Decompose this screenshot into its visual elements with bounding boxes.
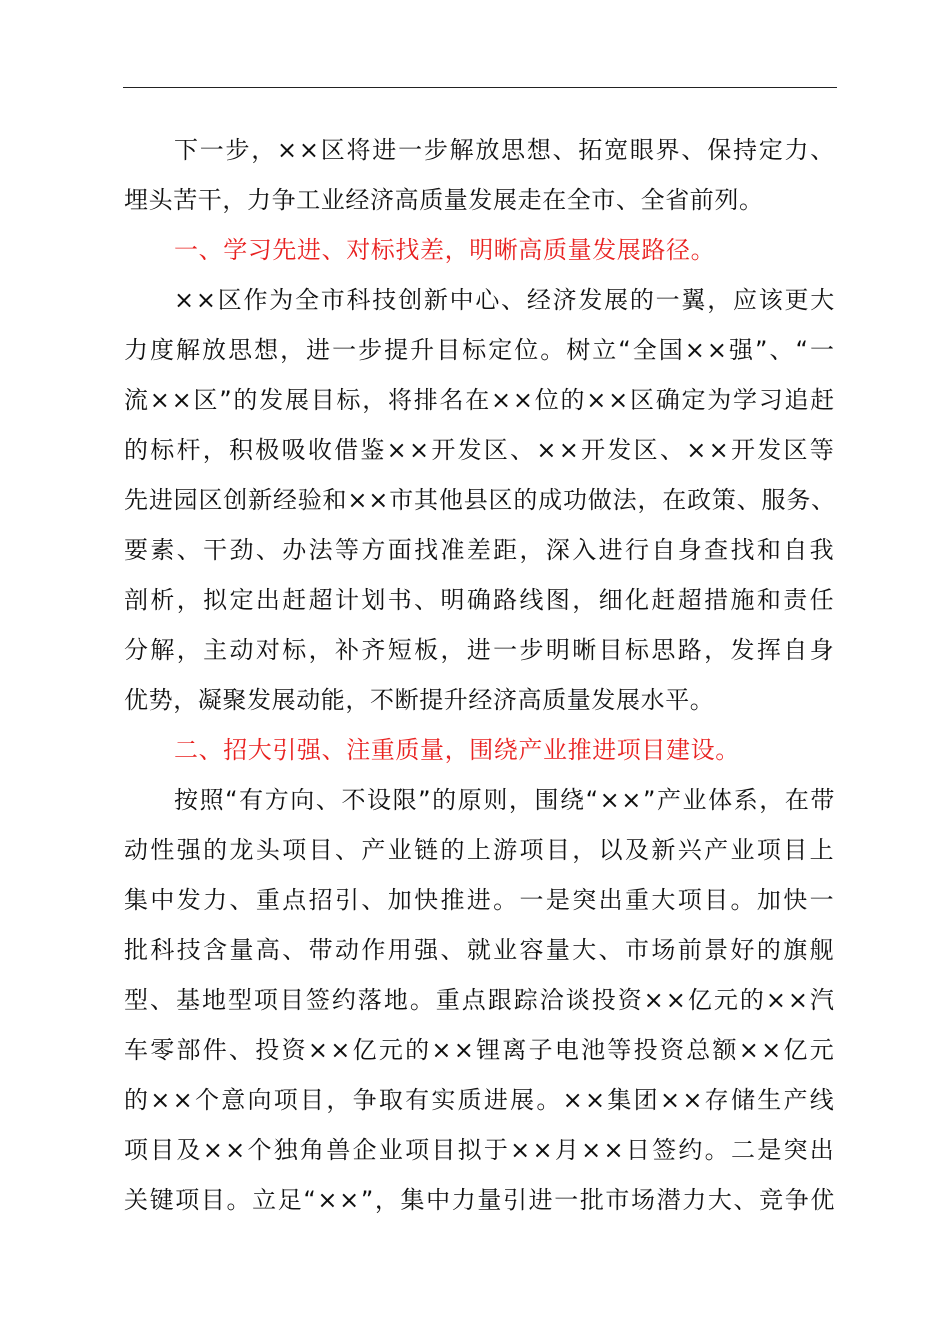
- text-line: 的标杆，积极吸收借鉴××开发区、××开发区、××开发区等: [124, 436, 836, 464]
- section-heading-1: [124, 225, 836, 275]
- text-line: 集中发力、重点招引、加快推进。一是突出重大项目。加快一: [124, 886, 836, 914]
- text-line: 力度解放思想，进一步提升目标定位。树立“全国××强”、“一: [124, 336, 836, 364]
- text-line: 动性强的龙头项目、产业链的上游项目，以及新兴产业项目上: [124, 836, 836, 864]
- text-line: ××区作为全市科技创新中心、经济发展的一翼，应该更大: [174, 286, 836, 314]
- text-line: 型、基地型项目签约落地。重点跟踪洽谈投资××亿元的××汽: [124, 986, 836, 1014]
- text-line: 先进园区创新经验和××市其他县区的成功做法，在政策、服务、: [124, 486, 836, 514]
- text-line: 车零部件、投资××亿元的××锂离子电池等投资总额××亿元: [124, 1036, 836, 1064]
- text-line: 优势，凝聚发展动能，不断提升经济高质量发展水平。: [124, 686, 715, 714]
- header-rule: [123, 87, 837, 88]
- heading-line: 一、学习先进、对标找差，明晰高质量发展路径。: [174, 236, 716, 264]
- heading-line: 二、招大引强、注重质量，围绕产业推进项目建设。: [174, 736, 740, 764]
- paragraph-benchmarking: [124, 275, 836, 725]
- paragraph-intro: [124, 125, 836, 225]
- text-line: 埋头苦干，力争工业经济高质量发展走在全市、全省前列。: [124, 186, 764, 214]
- text-line: 批科技含量高、带动作用强、就业容量大、市场前景好的旗舰: [124, 936, 836, 964]
- text-line: 要素、干劲、办法等方面找准差距，深入进行自身查找和自我: [124, 536, 836, 564]
- text-line: 的××个意向项目，争取有实质进展。××集团××存储生产线: [124, 1086, 836, 1114]
- text-line: 下一步，××区将进一步解放思想、拓宽眼界、保持定力、: [174, 136, 836, 164]
- text-line: 剖析，拟定出赶超计划书、明确路线图，细化赶超措施和责任: [124, 586, 836, 614]
- text-line: 关键项目。立足“××”，集中力量引进一批市场潜力大、竞争优: [124, 1186, 836, 1214]
- text-line: 项目及××个独角兽企业项目拟于××月××日签约。二是突出: [124, 1136, 836, 1164]
- text-line: 分解，主动对标，补齐短板，进一步明晰目标思路，发挥自身: [124, 636, 836, 664]
- text-line: 流××区”的发展目标，将排名在××位的××区确定为学习追赶: [124, 386, 836, 414]
- section-heading-2: [124, 725, 836, 775]
- text-line: 按照“有方向、不设限”的原则，围绕“××”产业体系，在带: [174, 786, 836, 814]
- document-body: [124, 125, 836, 1225]
- paragraph-projects: [124, 775, 836, 1225]
